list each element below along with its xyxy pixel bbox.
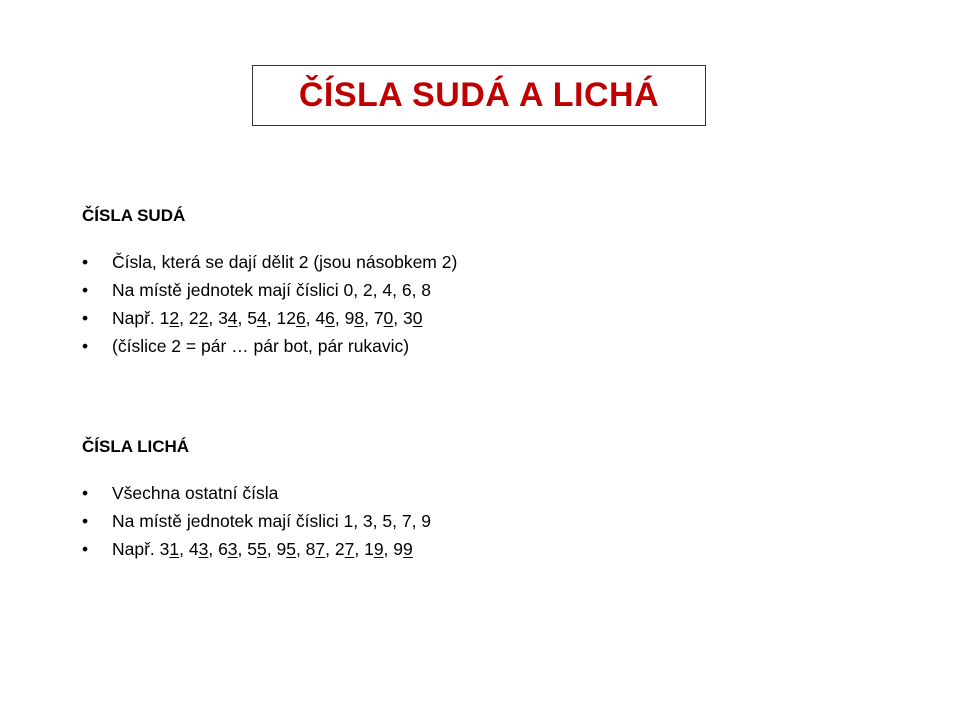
- example-number: 126: [276, 308, 306, 328]
- unit-digit: 7: [315, 539, 326, 559]
- odd-heading: ČÍSLA LICHÁ: [82, 437, 190, 456]
- list-item: [82, 276, 457, 304]
- unit-digit: 3: [227, 539, 238, 559]
- list-item: [82, 535, 431, 563]
- example-number: 30: [403, 308, 423, 328]
- example-number: 31: [159, 539, 180, 559]
- bullet-icon: •: [82, 483, 89, 503]
- list-item: [82, 304, 457, 332]
- list-item: [82, 332, 457, 360]
- unit-digit: 7: [344, 539, 355, 559]
- example-number: 22: [188, 308, 209, 328]
- bullet-icon: •: [82, 539, 89, 559]
- list-item: [82, 479, 431, 507]
- example-number: 95: [276, 539, 296, 559]
- bullet-icon: •: [82, 308, 89, 328]
- bullet-icon: •: [82, 511, 89, 531]
- example-number: 43: [188, 539, 209, 559]
- unit-digit: 5: [286, 539, 296, 559]
- example-number: 63: [218, 539, 238, 559]
- unit-digit: 9: [403, 539, 413, 559]
- even-item-definition: Čísla, která se dají dělit 2 (jsou násobkem 2): [112, 252, 458, 272]
- slide-title: ČÍSLA SUDÁ A LICHÁ: [298, 76, 660, 114]
- bullet-icon: •: [82, 280, 89, 300]
- odd-list: [82, 479, 431, 563]
- example-number: 19: [364, 539, 384, 559]
- title-box: [252, 65, 706, 126]
- example-number: 12: [159, 308, 180, 328]
- example-number: 87: [305, 539, 326, 559]
- even-item-units: Na místě jednotek mají číslici 0, 2, 4, 6, 8: [112, 280, 432, 300]
- unit-digit: 5: [257, 539, 267, 559]
- unit-digit: 1: [169, 539, 180, 559]
- unit-digit: 2: [198, 308, 209, 328]
- example-number: 27: [334, 539, 355, 559]
- list-item: [82, 248, 457, 276]
- example-number: 46: [315, 308, 335, 328]
- example-number: 55: [247, 539, 267, 559]
- unit-digit: 6: [295, 308, 306, 328]
- odd-item-units: Na místě jednotek mají číslici 1, 3, 5, 7, 9: [112, 511, 432, 531]
- even-list: [82, 248, 457, 360]
- bullet-icon: •: [82, 336, 89, 356]
- unit-digit: 2: [169, 308, 180, 328]
- bullet-icon: •: [82, 252, 89, 272]
- example-number: 34: [218, 308, 238, 328]
- even-example: Např. 12, 22, 34, 54, 126, 46, 98, 70, 30: [112, 308, 423, 328]
- unit-digit: 6: [325, 308, 335, 328]
- list-item: [82, 507, 431, 535]
- unit-digit: 4: [227, 308, 238, 328]
- odd-section: [82, 437, 431, 563]
- even-item-note: (číslice 2 = pár … pár bot, pár rukavic): [112, 336, 410, 356]
- even-section: [82, 206, 457, 360]
- odd-example: Např. 31, 43, 63, 55, 95, 87, 27, 19, 99: [112, 539, 413, 559]
- unit-digit: 3: [198, 539, 209, 559]
- unit-digit: 9: [373, 539, 384, 559]
- unit-digit: 0: [412, 308, 423, 328]
- even-heading: ČÍSLA SUDÁ: [82, 206, 186, 225]
- example-number: 99: [393, 539, 413, 559]
- unit-digit: 4: [257, 308, 267, 328]
- unit-digit: 8: [354, 308, 365, 328]
- example-number: 54: [247, 308, 267, 328]
- example-number: 70: [373, 308, 394, 328]
- example-number: 98: [344, 308, 365, 328]
- unit-digit: 0: [383, 308, 394, 328]
- odd-item-definition: Všechna ostatní čísla: [112, 483, 279, 503]
